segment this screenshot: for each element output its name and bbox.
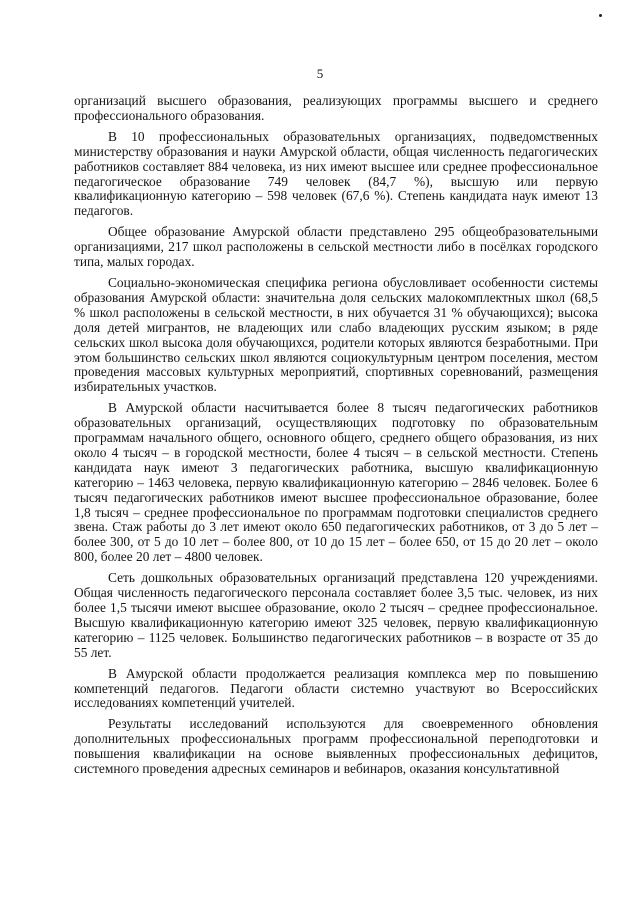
paragraph-professional-organizations: В 10 профессиональных образовательных организациях, подведомственных министерству образования и науки Амурской области, общая численность педагогических работников составляет 884 человека, из них имеют высшее или среднее профессиональное педагогическое образование 749 человек (84,7 %), высшую или первую квалификационную категорию – 598 человек (67,6 %). Степень кандидата наук имеют 13 педагогов. [74, 128, 598, 219]
paragraph-general-education: Общее образование Амурской области представлено 295 общеобразовательными организациями, 217 школ расположены в сельской местности либо в посёлках городского типа, малых городах. [74, 224, 598, 270]
document-body [74, 94, 598, 783]
paragraph-teaching-staff: В Амурской области насчитывается более 8 тысяч педагогических работников образовательных организаций, осуществляющих подготовку по образовательным программам начального общего, основного общего, среднего общего образования, из них около 4 тысяч – в городской местности, более 4 тысяч – в сельской местности. Степень кандидата наук имеют 3 педагогических работника, высшую квалификационную категорию – 1463 человека, первую квалификационную категорию – 2846 человек. Более 6 тысяч педагогических работников имеют высшее профессиональное образование, более 1,8 тысяч – среднее профессиональное по программам подготовки специалистов среднего звена. Стаж работы до 3 лет имеют около 650 педагогических работников, от 3 до 5 лет – более 300, от 5 до 10 лет – более 800, от 10 до 15 лет – более 650, от 15 до 20 лет – около 800, более 20 лет – 4800 человек. [74, 400, 598, 565]
paragraph-preschool-network: Сеть дошкольных образовательных организаций представлена 120 учреждениями. Общая численность педагогического персонала составляет более 3,5 тыс. человек, из них более 1,5 тысячи имеют высшее образование, около 2 тысяч – среднее профессиональное. Высшую квалификационную категорию имеют 325 человек, первую квалификационную категорию – 1125 человек. Большинство педагогических работников – в возрасте от 35 до 55 лет. [74, 570, 598, 660]
paragraph-competence-measures: В Амурской области продолжается реализация комплекса мер по повышению компетенций педагогов. Педагоги области системно участвуют во Всероссийских исследованиях компетенций учителей. [74, 665, 598, 711]
paragraph-continuation: организаций высшего образования, реализующих программы высшего и среднего профессионального образования. [74, 93, 598, 123]
scan-dot-mark [599, 14, 602, 17]
paragraph-research-results: Результаты исследований используются для своевременного обновления дополнительных профессиональных программ профессиональной переподготовки и повышения квалификации на основе выявленных профессиональных дефицитов, системного проведения адресных семинаров и вебинаров, оказания консультативной [74, 716, 598, 777]
paragraph-socio-economic-specifics: Социально-экономическая специфика региона обусловливает особенности системы образования Амурской области: значительна доля сельских малокомплектных школ (68,5 % школ расположены в сельской местности, в них обучается 31 % обучающихся); высока доля детей мигрантов, не владеющих или слабо владеющих русским языком; в ряде сельских школ высока доля обучающихся, родители которых являются безработными. При этом большинство сельских школ являются социокультурным центром поселения, местом проведения массовых культурных мероприятий, спортивных соревнований, размещения избирательных участков. [74, 274, 598, 395]
page-number: 5 [316, 66, 324, 81]
